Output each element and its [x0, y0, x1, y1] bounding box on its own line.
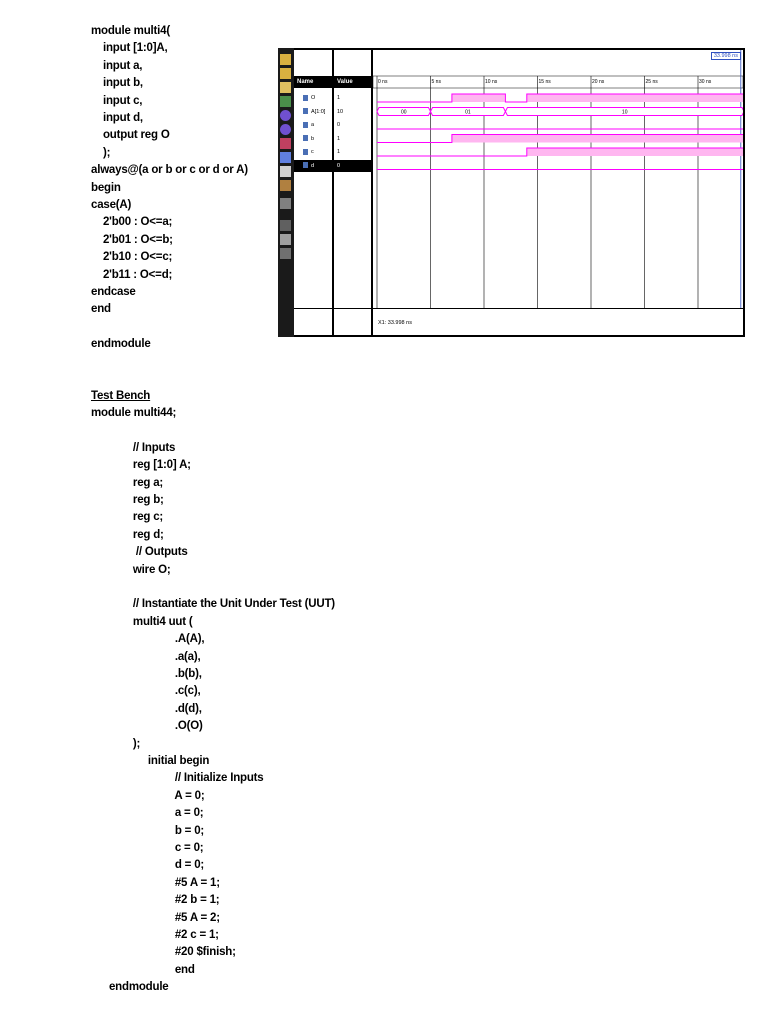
- testbench-code-line: reg b;: [91, 494, 164, 506]
- signal-name-c[interactable]: [294, 146, 332, 158]
- module-code-line: 2'b11 : O<=d;: [91, 268, 173, 281]
- status-divider: [294, 308, 743, 309]
- testbench-code-line: A = 0;: [91, 789, 205, 802]
- testbench-code-line: // Initialize Inputs: [91, 772, 264, 785]
- testbench-code-line: reg d;: [91, 528, 164, 541]
- testbench-code-line: module multi44;: [91, 407, 177, 419]
- signal-icon: [303, 122, 308, 128]
- bus-value-label: 01: [465, 109, 471, 116]
- testbench-code-line: wire O;: [91, 563, 171, 576]
- time-tick-label: 5 ns: [431, 79, 441, 85]
- testbench-code-line: end: [91, 963, 195, 976]
- signal-name-a[interactable]: [294, 119, 332, 131]
- testbench-code-line: endmodule: [91, 981, 169, 994]
- testbench-code-line: reg a;: [91, 476, 164, 489]
- module-code-line: begin: [91, 181, 121, 194]
- signal-name-label: A[1:0]: [311, 108, 326, 115]
- signal-icon: [303, 135, 308, 141]
- cursor-time-label: 33.998 ns: [711, 52, 741, 60]
- settings-icon[interactable]: [280, 234, 291, 245]
- testbench-code-line: c = 0;: [91, 842, 204, 854]
- module-code-line: input d,: [91, 112, 143, 124]
- time-tick-label: 30 ns: [699, 79, 712, 85]
- signal-name-b[interactable]: [294, 133, 332, 145]
- go-end-icon[interactable]: [280, 124, 291, 135]
- testbench-code-line: multi4 uut (: [91, 615, 193, 628]
- module-code-line: 2'b10 : O<=c;: [91, 251, 173, 264]
- go-start-icon[interactable]: [280, 110, 291, 121]
- signal-name-label: a: [311, 122, 315, 128]
- signal-icon: [303, 95, 308, 101]
- waveform-panel: [294, 50, 743, 335]
- zoom-in-icon[interactable]: [280, 54, 291, 65]
- module-code-line: input b,: [91, 77, 143, 90]
- testbench-code-line: reg c;: [91, 511, 164, 524]
- signal-name-label: O: [311, 95, 316, 101]
- module-code-line: 2'b00 : O<=a;: [91, 216, 173, 229]
- add-marker-icon[interactable]: [280, 166, 291, 177]
- time-tick-label: 10 ns: [485, 79, 498, 85]
- zoom-out-icon[interactable]: [280, 68, 291, 79]
- grid-icon[interactable]: [280, 248, 291, 259]
- name-header: Name: [294, 76, 332, 88]
- wave-high-fill: [452, 135, 743, 143]
- bus-icon: [303, 108, 308, 114]
- wave-high-fill: [452, 94, 506, 102]
- signal-value: 0: [334, 160, 371, 172]
- time-tick-label: 0 ns: [378, 79, 388, 85]
- module-code-line: endcase: [91, 286, 136, 298]
- module-code-line: input [1:0]A,: [91, 42, 168, 55]
- module-code-line: module multi4(: [91, 25, 170, 37]
- testbench-heading: Test Bench: [91, 390, 151, 402]
- testbench-code-line: reg [1:0] A;: [91, 459, 191, 472]
- waveform-viewer[interactable]: [278, 48, 745, 337]
- testbench-code-line: b = 0;: [91, 824, 205, 837]
- module-code-line: output reg O: [91, 129, 170, 142]
- testbench-code-line: // Instantiate the Unit Under Test (UUT): [91, 598, 335, 611]
- testbench-code-line: #2 c = 1;: [91, 929, 219, 941]
- testbench-code-line: .b(b),: [91, 668, 202, 680]
- signal-name-label: c: [311, 149, 314, 155]
- time-tick-label: 15 ns: [538, 79, 551, 85]
- time-tick-label: 25 ns: [645, 79, 658, 85]
- signal-value: 0: [337, 122, 341, 128]
- testbench-code-line: a = 0;: [91, 807, 204, 820]
- module-code-line: always@(a or b or c or d or A): [91, 164, 248, 177]
- waveform-toolbar: [278, 48, 294, 337]
- module-code-line: case(A): [91, 199, 132, 211]
- testbench-code-line: .c(c),: [91, 685, 201, 698]
- testbench-code-line: );: [91, 737, 141, 750]
- testbench-code-line: #2 b = 1;: [91, 894, 220, 907]
- zoom-fit-icon[interactable]: [280, 82, 291, 93]
- signal-name-d[interactable]: [294, 160, 332, 172]
- signal-name-label: b: [311, 135, 315, 142]
- next-transition-icon[interactable]: [280, 152, 291, 163]
- module-code-line: 2'b01 : O<=b;: [91, 233, 173, 246]
- marker-icon[interactable]: [280, 180, 291, 191]
- bus-value-label: 10: [621, 109, 628, 116]
- module-code-line: );: [91, 146, 111, 159]
- module-code-line: input a,: [91, 59, 143, 72]
- signal-name-label: d: [311, 162, 315, 169]
- testbench-code-line: #5 A = 2;: [91, 911, 220, 924]
- signal-value: 1: [337, 149, 341, 155]
- value-header: Value: [334, 76, 371, 88]
- testbench-code-line: .d(d),: [91, 702, 202, 715]
- module-code-line: endmodule: [91, 338, 151, 351]
- signal-icon: [303, 149, 308, 155]
- testbench-code-line: .a(a),: [91, 650, 201, 663]
- testbench-code-line: initial begin: [91, 755, 210, 767]
- signal-value: 1: [337, 95, 341, 101]
- signal-value: 1: [337, 135, 341, 142]
- signal-value: 10: [337, 108, 344, 115]
- testbench-code-line: .O(O): [91, 720, 203, 733]
- signal-name-O[interactable]: [294, 92, 332, 104]
- wave-high-fill: [527, 94, 743, 102]
- swap-cursor-icon[interactable]: [280, 198, 291, 209]
- module-code-line: input c,: [91, 94, 143, 107]
- testbench-code-line: .A(A),: [91, 633, 205, 646]
- bus-value-label: 00: [400, 109, 407, 116]
- waveform-plot[interactable]: [373, 50, 743, 335]
- testbench-code-line: #20 $finish;: [91, 946, 236, 959]
- testbench-code-line: // Outputs: [91, 546, 188, 559]
- prev-transition-icon[interactable]: [280, 138, 291, 149]
- testbench-code-line: d = 0;: [91, 859, 205, 872]
- signal-icon: [303, 162, 308, 168]
- cursor-x1-readout: X1: 33.998 ns: [378, 320, 412, 326]
- snap-icon[interactable]: [280, 220, 291, 231]
- wave-high-fill: [527, 148, 743, 156]
- testbench-code-line: // Inputs: [91, 441, 176, 454]
- signal-name-A[interactable]: [294, 106, 332, 118]
- time-tick-label: 20 ns: [592, 79, 605, 85]
- zoom-full-icon[interactable]: [280, 96, 291, 107]
- testbench-code-line: #5 A = 1;: [91, 876, 220, 889]
- time-ruler: [373, 76, 743, 88]
- module-code-line: end: [91, 303, 111, 316]
